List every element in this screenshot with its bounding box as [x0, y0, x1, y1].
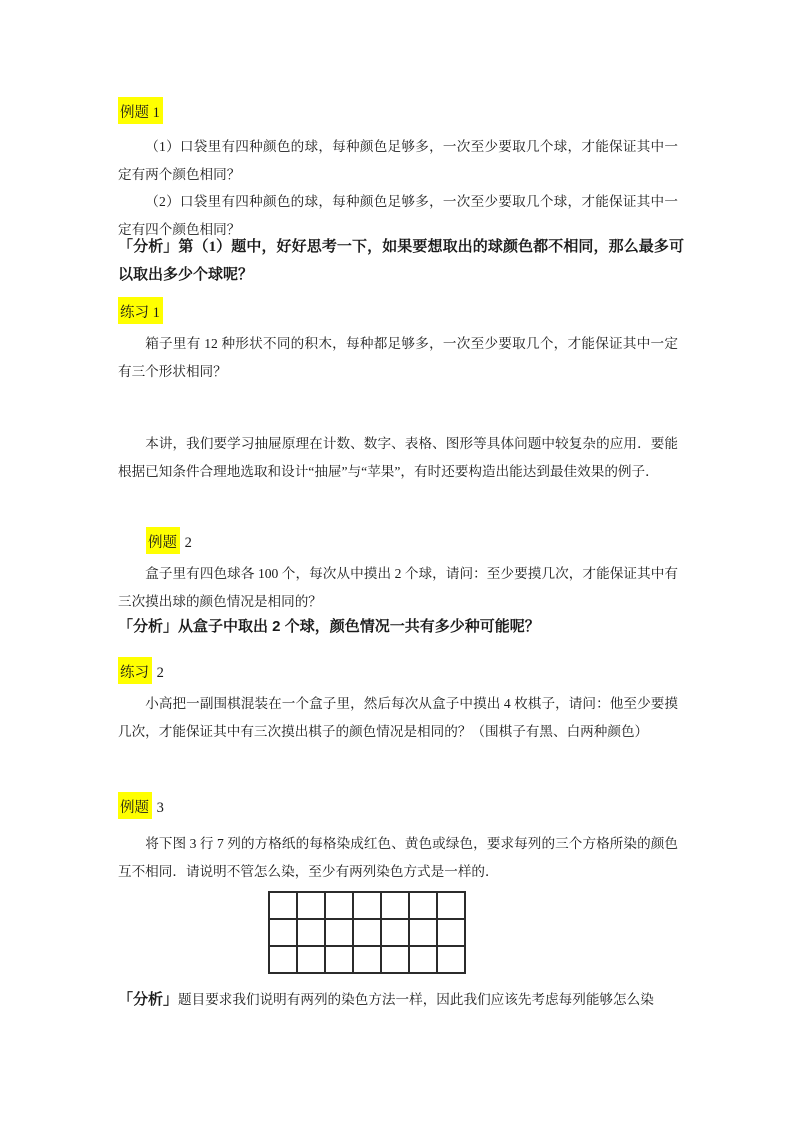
grid-cell — [325, 892, 353, 919]
example2-number: 2 — [181, 535, 192, 551]
grid-cell — [269, 892, 297, 919]
grid-cell — [437, 946, 465, 973]
example1-question-2: （2）口袋里有四种颜色的球，每种颜色足够多，一次至少要取几个球，才能保证其中一定有四个颜色相同？ — [118, 194, 678, 237]
example3-analysis — [118, 986, 684, 1013]
practice2-number: 2 — [153, 665, 164, 681]
grid-cell — [353, 946, 381, 973]
practice1-body: 箱子里有 12 种形状不同的积木，每种都足够多，一次至少要取几个，才能保证其中一定有三个形状相同？ — [118, 336, 678, 379]
practice2-body: 小高把一副围棋混装在一个盒子里，然后每次从盒子中摸出 4 枚棋子，请问：他至少要摸几次，才能保证其中有三次摸出棋子的颜色情况是相同的？（围棋子有黑、白两种颜色） — [118, 696, 678, 739]
example2-heading — [146, 527, 706, 554]
example2-analysis — [118, 613, 684, 641]
example1-analysis — [118, 233, 684, 288]
grid-cell — [381, 919, 409, 946]
practice1-highlight: 练习 1 — [118, 297, 163, 324]
analysis-text: 题目要求我们说明有两列的染色方法一样，因此我们应该先考虑每列能够怎么染 — [178, 992, 654, 1007]
example1-number — [163, 105, 164, 121]
grid-row — [269, 892, 465, 919]
course-intro: 本讲，我们要学习抽屉原理在计数、数字、表格、图形等具体问题中较复杂的应用．要能根据已知条件合理地选取和设计“抽屉”与“苹果”，有时还要构造出能达到最佳效果的例子． — [118, 436, 678, 479]
example1-heading — [118, 97, 678, 124]
grid-cell — [409, 946, 437, 973]
grid-cell — [297, 946, 325, 973]
grid-cell — [381, 946, 409, 973]
grid-cell — [409, 919, 437, 946]
grid-cell — [409, 892, 437, 919]
grid-cell — [269, 946, 297, 973]
practice1-number — [163, 305, 164, 321]
grid-cell — [381, 892, 409, 919]
analysis-text: 好好思考一下，如果要想取出的球颜色都不相同，那么最多可以取出多少个球呢？ — [118, 238, 684, 283]
grid-row — [269, 946, 465, 973]
example3-body: 将下图 3 行 7 列的方格纸的每格染成红色、黄色或绿色，要求每列的三个方格所染的颜色互不相同．请说明不管怎么染，至少有两列染色方式是一样的． — [118, 836, 678, 879]
example1-highlight: 例题 1 — [118, 97, 163, 124]
example2-body: 盒子里有四色球各 100 个，每次从中摸出 2 个球，请问：至少要摸几次，才能保证其中有三次摸出球的颜色情况是相同的？ — [118, 566, 678, 609]
analysis-prefix: 「分析」 — [118, 619, 179, 635]
grid-cell — [437, 919, 465, 946]
example1-question-1: （1）口袋里有四种颜色的球，每种颜色足够多，一次至少要取几个球，才能保证其中一定有两个颜色相同？ — [118, 139, 678, 182]
grid-cell — [437, 892, 465, 919]
practice1-heading — [118, 297, 678, 324]
grid-cell — [325, 946, 353, 973]
example3-heading — [118, 792, 678, 819]
grid-cell — [325, 919, 353, 946]
grid-row — [269, 919, 465, 946]
analysis-prefix: 「分析」 — [118, 991, 179, 1008]
grid-cell — [297, 892, 325, 919]
analysis-prefix: 「分析」第（1）题中， — [118, 239, 277, 255]
grid-cell — [353, 892, 381, 919]
example2-highlight: 例题 — [146, 527, 180, 554]
color-grid — [268, 891, 466, 974]
example3-highlight: 例题 — [118, 792, 152, 819]
practice2-heading — [118, 657, 678, 684]
grid-cell — [353, 919, 381, 946]
analysis-text: 从盒子中取出 2 个球，颜色情况一共有多少种可能呢？ — [178, 618, 540, 635]
grid-cell — [269, 919, 297, 946]
practice2-highlight: 练习 — [118, 657, 152, 684]
grid-cell — [297, 919, 325, 946]
example3-number: 3 — [153, 800, 164, 816]
